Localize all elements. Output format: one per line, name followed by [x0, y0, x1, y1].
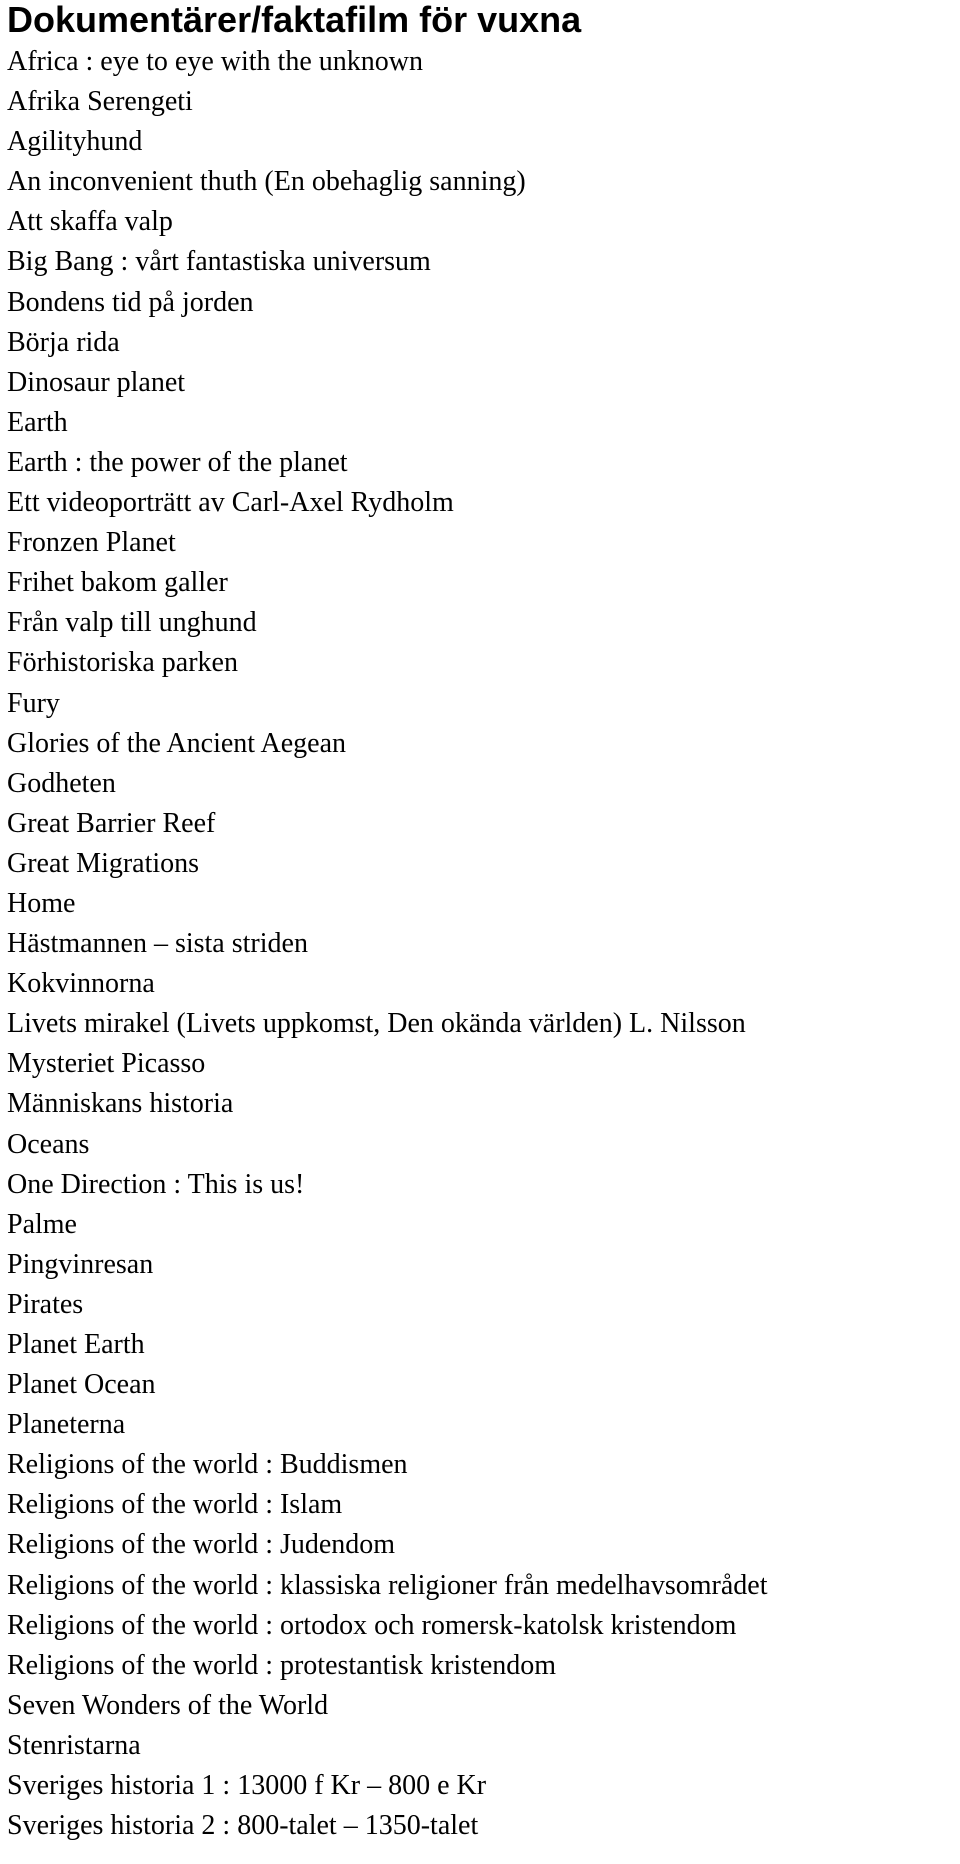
list-item: Mysteriet Picasso: [7, 1048, 206, 1080]
list-item: An inconvenient thuth (En obehaglig sanning): [7, 166, 526, 198]
list-item: Livets mirakel (Livets uppkomst, Den okända världen) L. Nilsson: [7, 1008, 746, 1040]
list-item: Pirates: [7, 1288, 84, 1320]
list-item: Religions of the world : Buddismen: [7, 1449, 408, 1481]
list-item: Förhistoriska parken: [7, 647, 238, 679]
list-item: Big Bang : vårt fantastiska universum: [7, 246, 431, 278]
list-item: Religions of the world : Islam: [7, 1489, 343, 1521]
film-title-list: [7, 42, 960, 1846]
list-item: Från valp till unghund: [7, 607, 257, 639]
list-item: Home: [7, 887, 76, 919]
list-item: Religions of the world : protestantisk kristendom: [7, 1649, 557, 1681]
list-item: Fury: [7, 687, 60, 719]
list-item: Kokvinnorna: [7, 968, 155, 1000]
list-item: Planet Earth: [7, 1329, 145, 1360]
list-item: Earth: [7, 406, 68, 438]
list-item: Oceans: [7, 1128, 90, 1160]
list-item: Människans historia: [7, 1088, 234, 1120]
list-item: Seven Wonders of the World: [7, 1689, 329, 1721]
list-item: Religions of the world : klassiska religioner från medelhavsområdet: [7, 1569, 768, 1601]
list-item: Sveriges historia 1 : 13000 f Kr – 800 e Kr: [7, 1770, 487, 1802]
list-item: Great Barrier Reef: [7, 807, 216, 839]
list-item: Glories of the Ancient Aegean: [7, 727, 347, 759]
list-item: Palme: [7, 1208, 77, 1240]
list-item: Börja rida: [7, 326, 120, 358]
list-item: Sveriges historia 2 : 800-talet – 1350-talet: [7, 1810, 479, 1842]
list-item: Planeterna: [7, 1409, 126, 1441]
list-item: One Direction : This is us!: [7, 1168, 305, 1200]
list-item: Afrika Serengeti: [7, 86, 193, 118]
list-item: Planet Ocean: [7, 1369, 156, 1401]
list-item: Dinosaur planet: [7, 366, 186, 398]
list-item: Earth : the power of the planet: [7, 446, 348, 478]
list-item: Frihet bakom galler: [7, 567, 228, 599]
list-item: Africa : eye to eye with the unknown: [7, 46, 423, 77]
list-item: Agilityhund: [7, 126, 143, 158]
page-title: Dokumentärer/faktafilm för vuxna: [7, 0, 582, 40]
list-item: Religions of the world : Judendom: [7, 1529, 396, 1561]
list-item: Fronzen Planet: [7, 527, 176, 559]
list-item: Pingvinresan: [7, 1248, 154, 1280]
list-item: Hästmannen – sista striden: [7, 928, 308, 960]
list-item: Att skaffa valp: [7, 206, 173, 238]
list-item: Great Migrations: [7, 847, 200, 879]
list-item: Ett videoporträtt av Carl-Axel Rydholm: [7, 487, 454, 519]
list-item: Religions of the world : ortodox och romersk-katolsk kristendom: [7, 1609, 737, 1641]
list-item: Bondens tid på jorden: [7, 286, 254, 318]
list-item: Stenristarna: [7, 1729, 141, 1761]
list-item: Godheten: [7, 767, 116, 799]
